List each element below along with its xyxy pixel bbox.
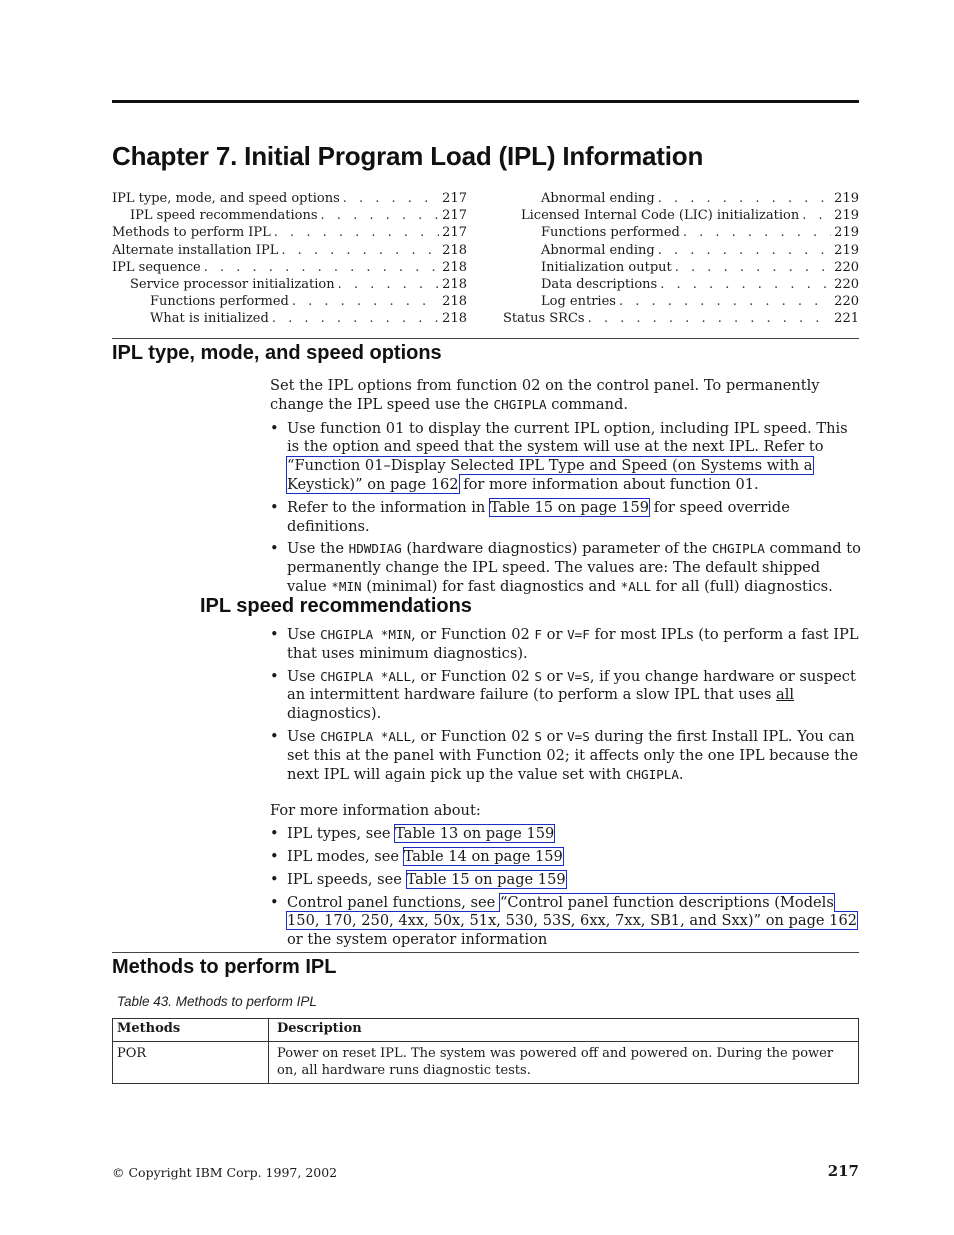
list-item: • IPL modes, see Table 14 on page 159 bbox=[270, 848, 862, 867]
table-15-link[interactable]: Table 15 on page 159 bbox=[489, 498, 650, 516]
toc-entry[interactable] bbox=[112, 242, 467, 259]
control-panel-functions-link[interactable]: “Control panel function descriptions (Models 150, 170, 250, 4xx, 50x, 51x, 530, 53S, 6xx, 7xx, SB1, and Sxx)” on page 162 bbox=[287, 893, 858, 930]
section-body-ipl-options bbox=[270, 377, 862, 597]
list-item: • Use CHGIPLA *ALL, or Function 02 S or V=S, if you change hardware or suspect an intermittent hardware failure (to perform a slow IPL that uses all diagnostics). bbox=[270, 668, 862, 724]
toc-entry-label: Functions performed bbox=[541, 225, 680, 241]
table-14-link[interactable]: Table 14 on page 159 bbox=[403, 847, 563, 865]
toc-entry[interactable] bbox=[503, 259, 859, 276]
toc-entry-page: 218 bbox=[442, 242, 467, 258]
toc-entry[interactable] bbox=[112, 190, 467, 207]
list-item: • Use the HDWDIAG (hardware diagnostics) parameter of the CHGIPLA command to permanently change the IPL speed. The values are: The default shipped value *MIN (minimal) for fast diagnostics and *ALL for all (full) diagnostics. bbox=[270, 540, 862, 596]
more-info-intro: For more information about: bbox=[270, 802, 481, 820]
toc-entry-label: Status SRCs bbox=[503, 311, 585, 327]
methods-table bbox=[112, 1018, 859, 1084]
toc-entry-page: 220 bbox=[834, 276, 859, 292]
toc-entry-label: Log entries bbox=[541, 294, 616, 310]
copyright-notice: © Copyright IBM Corp. 1997, 2002 bbox=[112, 1165, 338, 1180]
section-heading-methods: Methods to perform IPL bbox=[112, 956, 337, 978]
list-item: • Use CHGIPLA *ALL, or Function 02 S or V=S during the first Install IPL. You can set this at the panel with Function 02; it affects only the one IPL because the next IPL will again pick up the value set with CHGIPLA. bbox=[270, 728, 862, 784]
toc-entry-label: Service processor initialization bbox=[130, 276, 335, 292]
toc-entry-page: 220 bbox=[834, 259, 859, 275]
toc-entry-label: IPL type, mode, and speed options bbox=[112, 191, 340, 206]
chapter-top-rule bbox=[112, 100, 859, 103]
toc-entry-label: Abnormal ending bbox=[541, 242, 655, 258]
toc-entry-page: 219 bbox=[834, 225, 859, 241]
toc-entry-label: Methods to perform IPL bbox=[112, 225, 271, 241]
function-01-link[interactable]: “Function 01–Display Selected IPL Type and Speed (on Systems with a Keystick)” on page 162 bbox=[287, 457, 813, 493]
list-item: • Control panel functions, see “Control panel function descriptions (Models 150, 170, 250, 4xx, 50x, 51x, 530, 53S, 6xx, 7xx, SB1, and Sxx)” on page 162 or the system operator information bbox=[270, 894, 862, 950]
toc-entry-page: 221 bbox=[834, 311, 859, 327]
list-item: • IPL types, see Table 13 on page 159 bbox=[270, 825, 862, 844]
toc-entry[interactable] bbox=[503, 293, 859, 310]
list-item: • IPL speeds, see Table 15 on page 159 bbox=[270, 871, 862, 890]
toc-entry-page: 220 bbox=[834, 294, 859, 310]
table-header-row bbox=[113, 1019, 859, 1042]
page-number: 217 bbox=[827, 1162, 859, 1180]
section-body-speed-recommendations bbox=[270, 626, 862, 950]
toc-entry[interactable] bbox=[503, 190, 859, 207]
toc-left-column bbox=[112, 190, 467, 328]
toc-entry[interactable] bbox=[112, 293, 467, 310]
toc-entry-page: 217 bbox=[442, 208, 467, 224]
section-rule bbox=[112, 338, 859, 339]
intro-paragraph: Set the IPL options from function 02 on the control panel. To permanently change the IPL speed use the CHGIPLA command. bbox=[270, 377, 820, 413]
toc-entry-label: Licensed Internal Code (LIC) initialization bbox=[521, 208, 800, 224]
table-cell: Power on reset IPL. The system was powered off and powered on. During the power on, all hardware runs diagnostic tests. bbox=[269, 1042, 859, 1084]
toc-entry-page: 218 bbox=[442, 294, 467, 310]
toc-entry[interactable] bbox=[503, 207, 859, 224]
table-15-link[interactable]: Table 15 on page 159 bbox=[406, 870, 566, 888]
toc-right-column bbox=[503, 190, 859, 328]
table-caption: Table 43. Methods to perform IPL bbox=[117, 994, 317, 1009]
table-13-link[interactable]: Table 13 on page 159 bbox=[395, 825, 555, 843]
toc-entry-label: IPL speed recommendations bbox=[130, 208, 318, 224]
toc-entry-label: Alternate installation IPL bbox=[112, 242, 279, 258]
toc-entry-label: Data descriptions bbox=[541, 276, 658, 292]
section-heading-speed-recommendations: IPL speed recommendations bbox=[200, 595, 472, 617]
toc-entry[interactable] bbox=[503, 242, 859, 259]
toc-entry-label: IPL sequence bbox=[112, 259, 201, 275]
toc-entry[interactable] bbox=[503, 310, 859, 327]
chapter-title: Chapter 7. Initial Program Load (IPL) Information bbox=[112, 141, 704, 171]
toc-entry-page: 218 bbox=[442, 311, 467, 327]
list-item: • Use function 01 to display the current IPL option, including IPL speed. This is the option and speed that the system will use at the next IPL. Refer to “Function 01–Display Selected IPL Type and Speed (on Systems with a Keystick)” on page 162 for more information about function 01. bbox=[270, 420, 862, 495]
table-cell: POR bbox=[113, 1042, 269, 1084]
toc-entry[interactable] bbox=[112, 207, 467, 224]
toc-entry[interactable] bbox=[112, 224, 467, 241]
toc-entry-label: Abnormal ending bbox=[541, 191, 655, 206]
list-item: • Use CHGIPLA *MIN, or Function 02 F or V=F for most IPLs (to perform a fast IPL that uses minimum diagnostics). bbox=[270, 626, 862, 664]
column-header: Description bbox=[269, 1019, 859, 1042]
toc-entry[interactable] bbox=[503, 276, 859, 293]
section-rule bbox=[112, 952, 859, 953]
list-item: • Refer to the information in Table 15 on page 159 for speed override definitions. bbox=[270, 499, 862, 537]
toc-entry-page: 219 bbox=[834, 191, 859, 206]
section-heading-ipl-options: IPL type, mode, and speed options bbox=[112, 342, 442, 364]
column-header: Methods bbox=[113, 1019, 269, 1042]
toc-entry-page: 218 bbox=[442, 276, 467, 292]
toc-entry[interactable] bbox=[503, 224, 859, 241]
toc-entry-page: 219 bbox=[834, 208, 859, 224]
table-row bbox=[113, 1042, 859, 1084]
toc-entry[interactable] bbox=[112, 276, 467, 293]
toc-entry-page: 217 bbox=[442, 191, 467, 206]
toc-entry[interactable] bbox=[112, 310, 467, 327]
toc-entry-label: What is initialized bbox=[150, 311, 269, 327]
toc-entry-page: 218 bbox=[442, 259, 467, 275]
toc-entry-page: 217 bbox=[442, 225, 467, 241]
toc-entry-label: Functions performed bbox=[150, 294, 289, 310]
toc-entry-label: Initialization output bbox=[541, 259, 672, 275]
toc-entry-page: 219 bbox=[834, 242, 859, 258]
toc-entry[interactable] bbox=[112, 259, 467, 276]
